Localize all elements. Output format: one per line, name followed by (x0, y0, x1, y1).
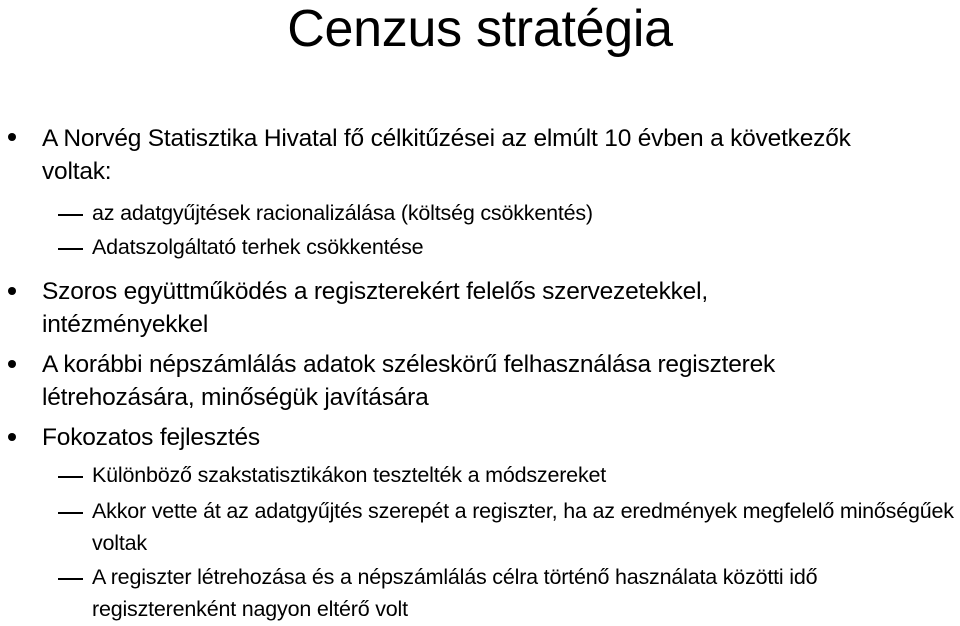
sub-bullet-text-1-1: az adatgyűjtések racionalizálása (költség csökkentés) (92, 201, 593, 225)
dash-icon (58, 578, 83, 580)
dash-icon (58, 248, 83, 250)
sub-bullet-text-4-1: Különböző szakstatisztikákon tesztelték a módszereket (92, 463, 607, 487)
dash-icon (58, 476, 83, 478)
bullet-text-2: Szoros együttműködés a regiszterekért felelős szervezetekkel, intézményekkel (42, 278, 708, 338)
bullet-text-4: Fokozatos fejlesztés (42, 424, 260, 451)
sub-bullet-text-4-3: A regiszter létrehozása és a népszámlálás célra történő használata közötti idő regiszterenként nagyon eltérő volt (92, 565, 818, 621)
slide-title: Cenzus stratégia (287, 0, 673, 58)
sub-bullet-text-1-2: Adatszolgáltató terhek csökkentése (92, 235, 424, 259)
dash-icon (58, 512, 83, 514)
bullet-dot-icon (8, 287, 16, 295)
bullet-text-3: A korábbi népszámlálás adatok széleskörű felhasználása regiszterek létrehozására, minőségük javítására (42, 351, 776, 411)
sub-bullet-text-4-2: Akkor vette át az adatgyűjtés szerepét a regiszter, ha az eredmények megfelelő minőségűek voltak (92, 499, 954, 555)
bullet-dot-icon (8, 133, 16, 141)
bullet-dot-icon (8, 360, 16, 368)
dash-icon (58, 214, 83, 216)
bullet-text-1: A Norvég Statisztika Hivatal fő célkitűzései az elmúlt 10 évben a következők voltak: (42, 125, 851, 185)
bullet-dot-icon (8, 433, 16, 441)
